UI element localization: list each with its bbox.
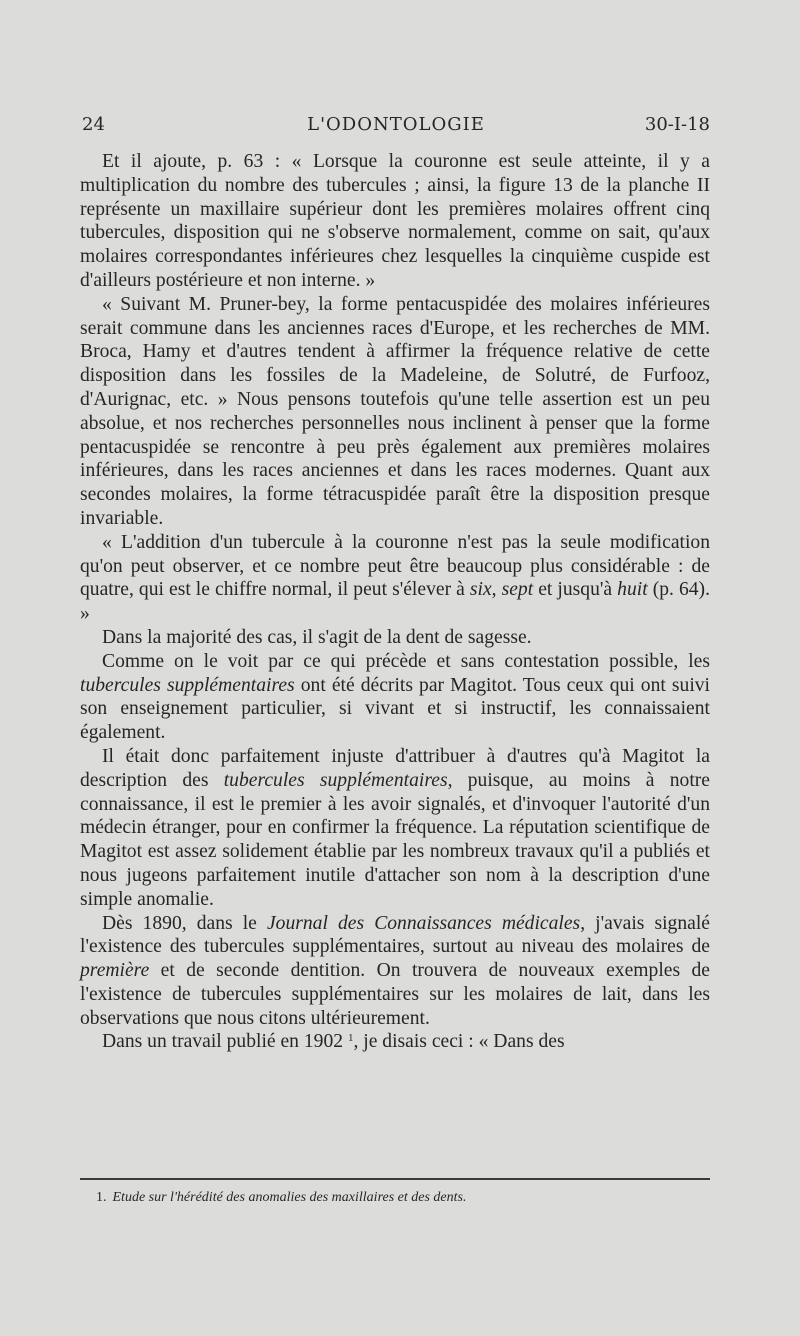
paragraph-text: (p. 64). » <box>80 579 710 625</box>
issue-date: 30-I-18 <box>644 114 710 135</box>
paragraph-text: Et il ajoute, p. 63 : « Lorsque la couronne est seule atteinte, il y a multiplication du nombre des tubercules ; ainsi, la figure 13 de la planche II représente un maxillaire supérieur dont les premières molaires offrent cinq tubercules, disposition qui ne s'observe normalement, comme on sait, qu'aux molaires correspondantes inférieures chez lesquelles la cinquième cuspide est d'ailleurs postérieure et non interne. » <box>80 151 710 291</box>
body-text <box>80 150 710 1054</box>
footnote <box>96 1190 716 1206</box>
paragraph-text: Il était donc parfaitement injuste d'attribuer à d'autres qu'à Magitot la description des <box>80 745 710 791</box>
paragraph-text: , j'avais signalé l'existence des tubercules supplémentaires, surtout au niveau des molaires de <box>80 912 710 958</box>
paragraph <box>80 745 710 912</box>
paragraph-text: , <box>491 579 502 601</box>
footnote-text: Etude sur l'hérédité des anomalies des maxillaires et des dents. <box>112 1190 467 1205</box>
paragraph <box>80 626 710 650</box>
italic-text: première <box>80 960 150 982</box>
journal-title: L'ODONTOLOGIE <box>307 114 485 135</box>
italic-text: sept <box>501 579 534 601</box>
italic-text: tubercules supplémentaires <box>223 769 448 791</box>
paragraph-text: et jusqu'à <box>533 579 618 601</box>
paragraph <box>80 1030 710 1054</box>
paragraph <box>80 650 710 745</box>
footnote-reference: 1 <box>347 1032 354 1045</box>
italic-text: six <box>469 579 492 601</box>
running-header <box>82 114 710 142</box>
footnote-number: 1. <box>96 1190 107 1205</box>
paragraph-text: Dès 1890, dans le <box>102 912 267 934</box>
paragraph <box>80 912 710 1031</box>
paragraph-text: Comme on le voit par ce qui précède et sans contestation possible, les <box>102 650 710 672</box>
paragraph-text: ont été décrits par Magitot. Tous ceux qui ont suivi son enseignement particulier, si vivant et si instructif, les connaissaient également. <box>80 674 711 744</box>
paragraph-text: Dans la majorité des cas, il s'agit de la dent de sagesse. <box>102 626 532 648</box>
paragraph <box>80 531 710 626</box>
paragraph-text: et de seconde dentition. On trouvera de nouveaux exemples de l'existence de tubercules supplémentaires sur les molaires de lait, dans les observations que nous citons ultérieurement. <box>80 960 710 1029</box>
paragraph-text: « L'addition d'un tubercule à la couronne n'est pas la seule modification qu'on peut observer, et ce nombre peut être beaucoup plus considérable : de quatre, qui est le chiffre normal, il peut s'élever à <box>80 531 710 601</box>
paragraph-text: Dans un travail publié en 1902 <box>102 1031 348 1053</box>
paragraph-text: , puisque, au moins à notre connaissance, il est le premier à les avoir signalés, et d'invoquer l'autorité d'un médecin étranger, pour en confirmer la fréquence. La réputation scientifique de Magitot est assez solidement établie par les nombreux travaux qu'il a publiés et nous jugeons parfaitement inutile d'attacher son nom à la description d'une simple anomalie. <box>80 769 710 910</box>
paragraph-text: « Suivant M. Pruner-bey, la forme pentacuspidée des molaires inférieures serait commune dans les anciennes races d'Europe, et les recherches de MM. Broca, Hamy et d'autres tendent à affirmer la fréquence relative de cette disposition dans les fossiles de la Madeleine, de Solutré, de Furfooz, d'Aurignac, etc. » Nous pensons toutefois qu'une telle assertion est un peu absolue, et nos recherches personnelles nous inclinent à penser que la forme pentacuspidée se rencontre à peu près également aux premières molaires inférieures, dans les races anciennes et dans les races modernes. Quant aux secondes molaires, la forme tétracuspidée paraît être la disposition presque invariable. <box>80 293 710 529</box>
page-number: 24 <box>82 114 105 135</box>
paragraph <box>80 293 710 531</box>
italic-text: tubercules supplémentaires <box>80 674 295 696</box>
paragraph <box>80 150 710 293</box>
paragraph-text: , je disais ceci : « Dans des <box>353 1031 565 1053</box>
italic-text: huit <box>617 579 648 601</box>
footnote-divider <box>80 1178 710 1180</box>
italic-text: Journal des Connaissances médicales <box>266 912 581 934</box>
